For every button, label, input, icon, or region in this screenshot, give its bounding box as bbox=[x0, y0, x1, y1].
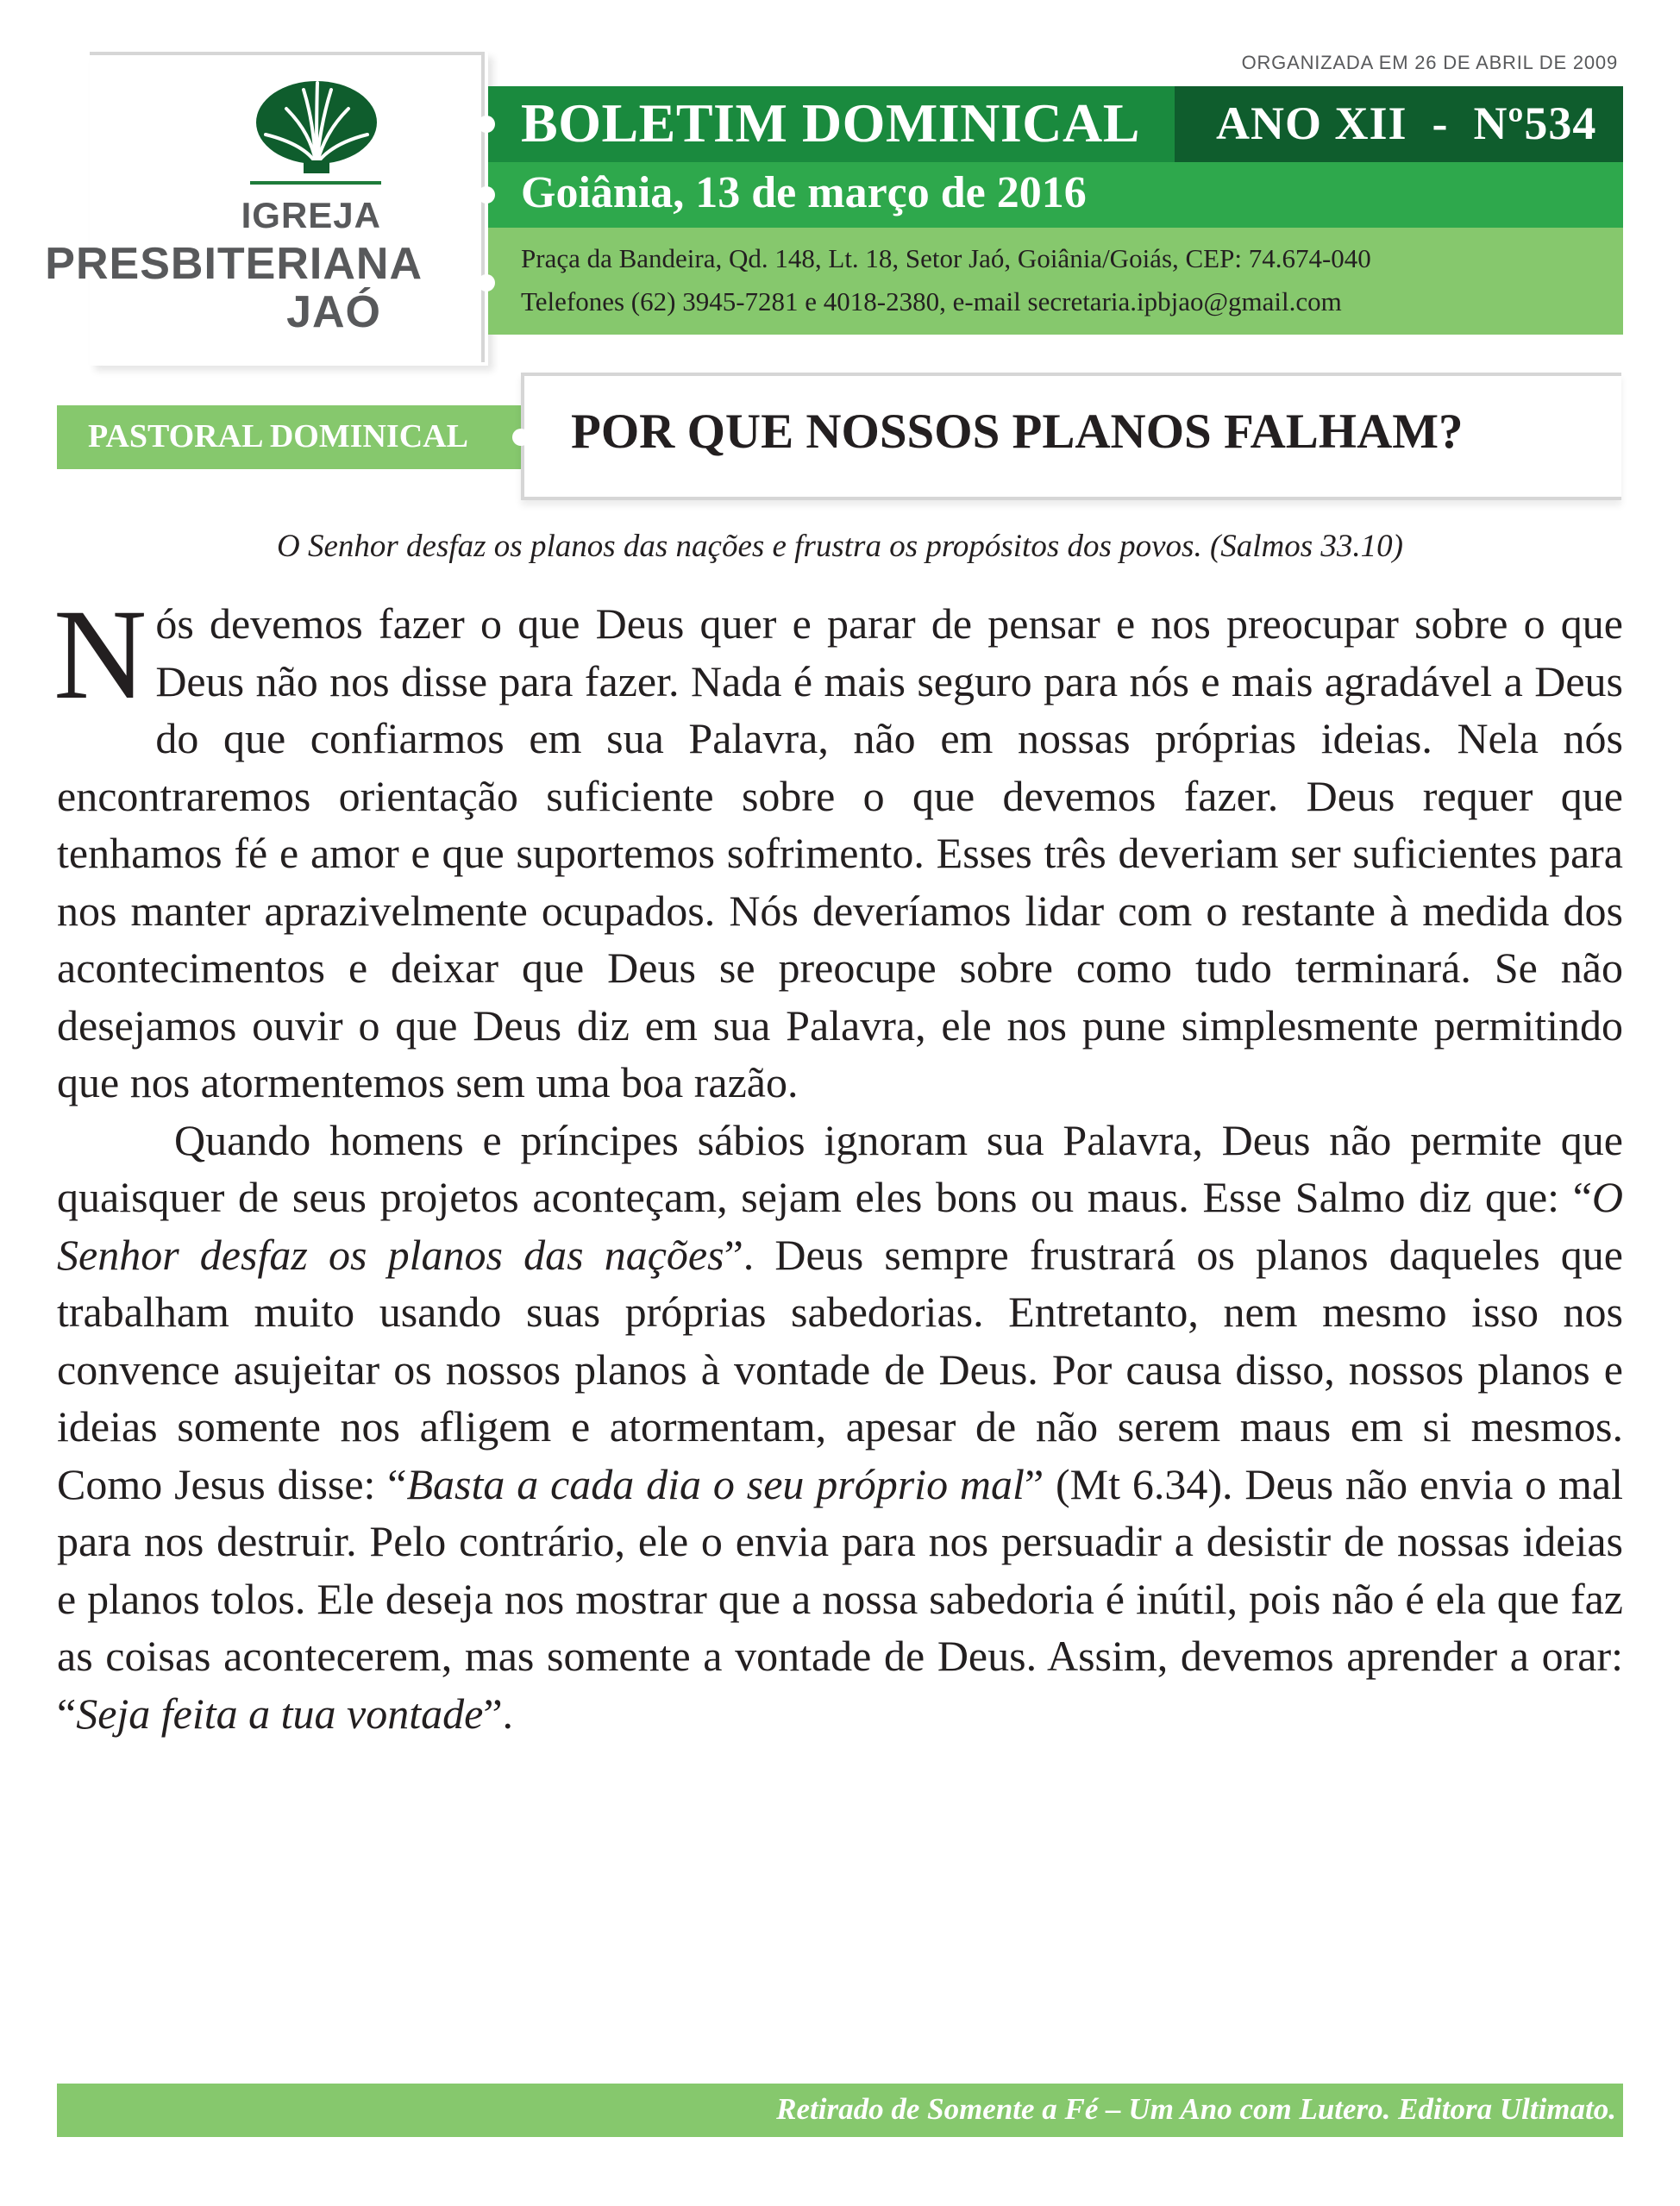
burning-bush-icon bbox=[252, 74, 381, 173]
bullet-dot bbox=[478, 116, 495, 133]
logo-divider bbox=[250, 181, 381, 185]
bullet-dot bbox=[478, 186, 495, 204]
bulletin-date: Goiânia, 13 de março de 2016 bbox=[521, 168, 1087, 217]
footer-source: Retirado de Somente a Fé – Um Ano com Lutero. Editora Ultimato. bbox=[776, 2092, 1616, 2126]
article-body bbox=[53, 583, 1623, 1742]
quote-prayer: Seja feita a tua vontade bbox=[76, 1689, 484, 1738]
paragraph-2-text: Quando homens e príncipes sábios ignoram sua Palavra, Deus não permite que quaisquer de seus projetos aconteçam, sejam eles bons ou maus. Esse Salmo diz que: “ bbox=[57, 1115, 1623, 1221]
paragraph-1 bbox=[53, 583, 1623, 1112]
paragraph-2 bbox=[57, 1112, 1623, 1743]
year-issue: ANO XII - Nº534 bbox=[1216, 97, 1597, 149]
organized-note: ORGANIZADA EM 26 DE ABRIL DE 2009 bbox=[1241, 52, 1618, 73]
bullet-dot bbox=[478, 274, 495, 291]
quote-psalm: O Senhor desfaz os planos das nações bbox=[57, 1173, 1623, 1279]
quote-matthew: Basta a cada dia o seu próprio mal bbox=[406, 1459, 1025, 1508]
drop-cap: N bbox=[53, 583, 147, 726]
paragraph-1-text: ós devemos fazer o que Deus quer e parar de pensar e nos preocupar sobre o que Deus não nos disse para fazer. Nada é mais seguro para nós e mais agradável a Deus do que confiarmos em sua Palavra, não em nossas próprias ideias. Nela nós encontraremos orientação suficiente sobre o que devemos fazer. Deus requer que tenhamos fé e amor e que suportemos sofrimento. Esses três deveriam ser suficientes para nos manter aprazivelmente ocupados. Nós deveríamos lidar com o restante à medida dos acontecimentos e deixar que Deus se preocupe sobre como tudo terminará. Se não desejamos ouvir o que Deus diz em sua Palavra, ele nos pune simplesmente permitindo que nos atormentemos sem uma boa razão. bbox=[57, 599, 1623, 1106]
church-address: Praça da Bandeira, Qd. 148, Lt. 18, Setor Jaó, Goiânia/Goiás, CEP: 74.674-040 bbox=[521, 243, 1371, 273]
bulletin-title: BOLETIM DOMINICAL bbox=[521, 92, 1140, 154]
paragraph-2-text: ”. bbox=[483, 1689, 514, 1738]
logo-text-igreja: IGREJA bbox=[241, 195, 381, 235]
logo-text-jao: JAÓ bbox=[286, 287, 381, 337]
section-label: PASTORAL DOMINICAL bbox=[88, 418, 468, 454]
logo-text-presbiteriana: PRESBITERIANA bbox=[45, 239, 423, 289]
church-contacts: Telefones (62) 3945-7281 e 4018-2380, e-mail secretaria.ipbjao@gmail.com bbox=[521, 286, 1342, 316]
article-title: POR QUE NOSSOS PLANOS FALHAM? bbox=[571, 404, 1464, 459]
paragraph-2-text: ”. Deus sempre frustrará os planos daqueles que trabalham muito usando suas próprias sabedorias. Entretanto, nem mesmo isso nos convence asujeitar os nossos planos à vontade de Deus. Por causa disso, nossos planos e ideias somente nos afligem e atormentam, apesar de não serem maus em si mesmos. Como Jesus disse: “ bbox=[57, 1230, 1623, 1508]
epigraph-verse: O Senhor desfaz os planos das nações e frustra os propósitos dos povos. (Salmos 33.10) bbox=[277, 529, 1403, 564]
bullet-dot bbox=[512, 429, 530, 446]
paragraph-2-text: ” (Mt 6.34). Deus não envia o mal para nos destruir. Pelo contrário, ele o envia para nos persuadir a desistir de nossas ideias e planos tolos. Ele deseja nos mostrar que a nossa sabedoria é inútil, pois não é ela que faz as coisas acontecerem, mas somente a vontade de Deus. Assim, devemos aprender a orar: “ bbox=[57, 1459, 1623, 1738]
